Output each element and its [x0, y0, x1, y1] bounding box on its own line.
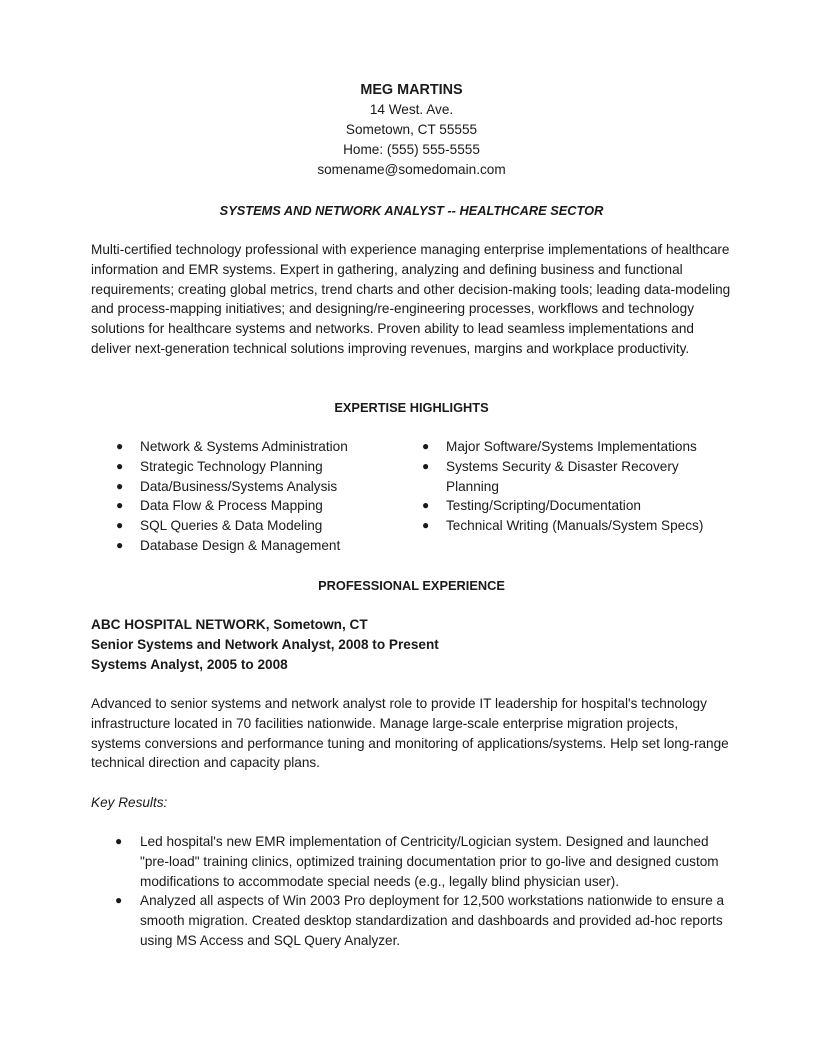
key-result-item: ● Analyzed all aspects of Win 2003 Pro deployment for 12,500 workstations nationwide to ensure a smooth migration. Created desktop standardization and dashboards and provided ad-hoc reports using MS Access and SQL Query Analyzer. — [115, 893, 725, 948]
bullet-icon: ● — [116, 458, 124, 473]
employer-name: ABC HOSPITAL NETWORK, Sometown, CT — [91, 617, 368, 632]
bullet-icon: ● — [115, 834, 123, 848]
expertise-item: ● SQL Queries & Data Modeling — [92, 516, 392, 536]
objective-title: SYSTEMS AND NETWORK ANALYST -- HEALTHCARE SECTOR — [219, 203, 604, 218]
expertise-heading: EXPERTISE HIGHLIGHTS — [334, 400, 489, 415]
address-city: Sometown, CT 55555 — [345, 122, 478, 137]
summary-paragraph: Multi-certified technology professional with experience managing enterprise implementations of healthcare information and EMR systems. Expert in gathering, analyzing and defining business and functional requirements; creating global metrics, trend charts and other decision-making tools; leading data-modeling and process-mapping initiatives; and designing/re-engineering processes, workflows and technology solutions for healthcare systems and networks. Proven ability to lead seamless implementations and deliver next-generation technical solutions improving revenues, margins and workplace productivity. — [91, 242, 731, 356]
key-result-item: ● Led hospital's new EMR implementation of Centricity/Logician system. Designed and launched "pre-load" training clinics, optimized training documentation prior to go-live and designed custom modifications to accommodate special needs (e.g., legally blind physician user). — [115, 834, 719, 889]
bullet-icon: ● — [116, 439, 124, 453]
email-address: somename@somedomain.com — [317, 162, 506, 177]
expertise-item: ● Strategic Technology Planning — [92, 457, 392, 477]
expertise-item: ● Data Flow & Process Mapping — [92, 496, 392, 516]
bullet-icon: ● — [116, 498, 124, 513]
bullet-icon: ● — [422, 518, 430, 533]
expertise-item: ● Database Design & Management — [92, 536, 392, 556]
bullet-icon: ● — [422, 439, 430, 453]
key-results-list — [91, 832, 731, 951]
bullet-icon: ● — [115, 893, 123, 908]
bullet-icon: ● — [422, 458, 430, 473]
expertise-item: ● Testing/Scripting/Documentation — [398, 496, 728, 516]
expertise-item: ● Major Software/Systems Implementations — [398, 437, 728, 457]
contact-header — [0, 80, 823, 180]
key-results-label: Key Results: — [91, 795, 168, 810]
candidate-name: MEG MARTINS — [360, 82, 463, 98]
experience-heading: PROFESSIONAL EXPERIENCE — [318, 578, 505, 593]
phone-number: Home: (555) 555-5555 — [343, 142, 480, 157]
expertise-item: ● Technical Writing (Manuals/System Specs) — [398, 516, 728, 536]
address-street: 14 West. Ave. — [369, 102, 454, 117]
bullet-icon: ● — [116, 518, 124, 533]
job-block — [91, 615, 439, 675]
job-title-analyst: Systems Analyst, 2005 to 2008 — [91, 657, 288, 672]
bullet-icon: ● — [116, 478, 124, 493]
expertise-item: ● Data/Business/Systems Analysis — [92, 477, 392, 497]
expertise-list-right — [398, 437, 728, 536]
expertise-item: ● Systems Security & Disaster Recovery Planning — [422, 458, 679, 494]
job-title-senior: Senior Systems and Network Analyst, 2008 to Present — [91, 637, 439, 652]
expertise-item: ● Network & Systems Administration — [92, 437, 392, 457]
bullet-icon: ● — [116, 537, 124, 552]
expertise-list-left — [92, 437, 392, 556]
job-description: Advanced to senior systems and network analyst role to provide IT leadership for hospital's technology infrastructure located in 70 facilities nationwide. Manage large-scale enterprise migration projects, systems conversions and performance tuning and monitoring of applications/systems. Help set long-range technical direction and capacity plans. — [91, 696, 729, 771]
bullet-icon: ● — [422, 498, 430, 513]
